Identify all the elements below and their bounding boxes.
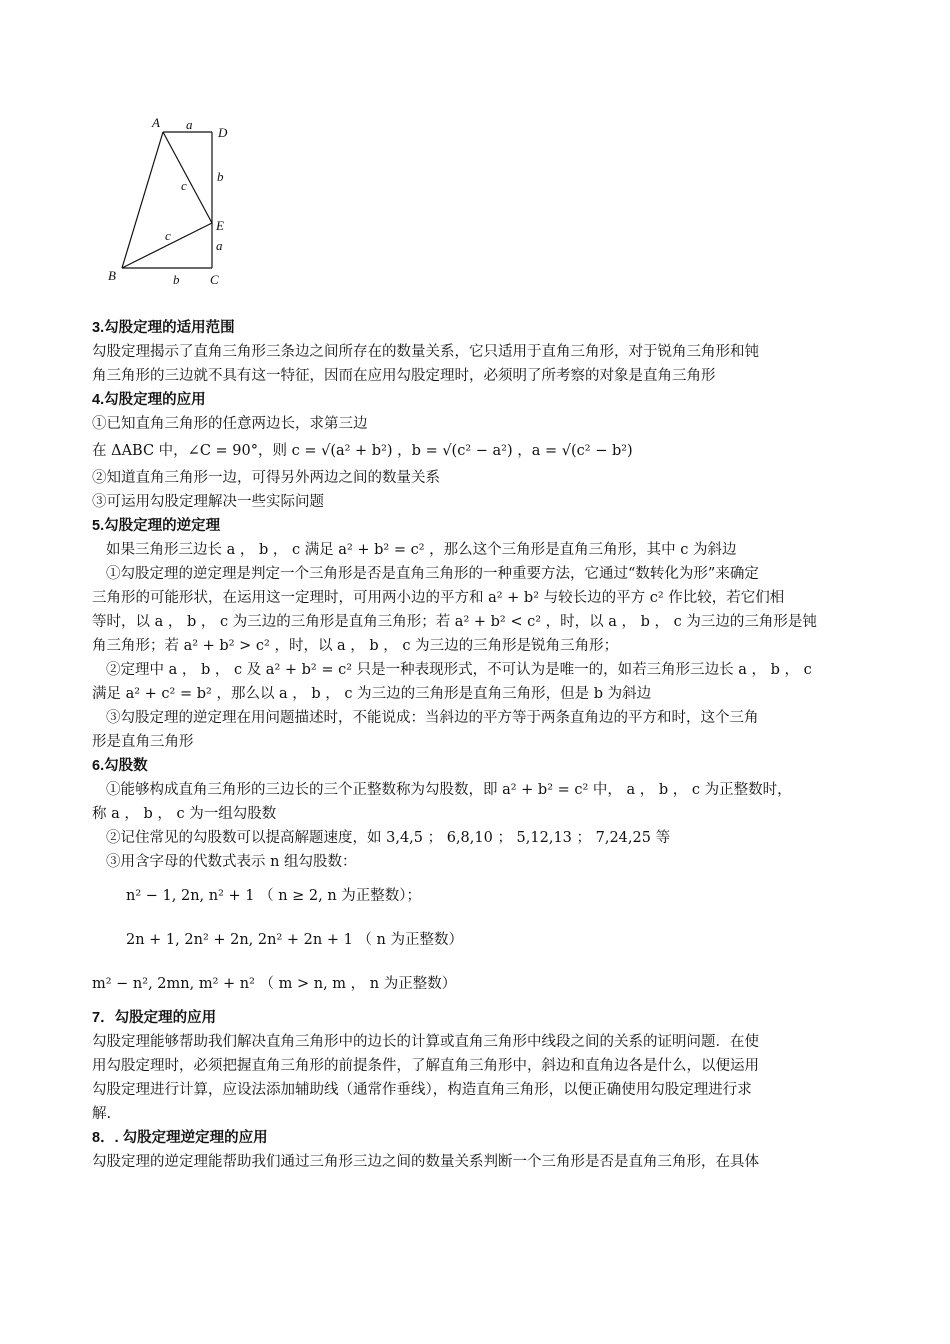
trapezoid-figure: [100, 110, 240, 295]
text-line: 勾股定理揭示了直角三角形三条边之间所存在的数量关系，它只适用于直角三角形，对于锐角三角形和钝: [92, 344, 759, 360]
text-line: 如果三角形三边长 a ， b ， c 满足 a² + b² = c² ，那么这个三角形是直角三角形，其中 c 为斜边: [106, 542, 737, 558]
label-D: D: [218, 125, 228, 140]
label-b-right: b: [217, 169, 224, 184]
label-c-low: c: [165, 228, 171, 243]
text-line: 解.: [92, 1106, 112, 1122]
section-heading: 4.勾股定理的应用: [92, 392, 206, 408]
section-heading: 8．. 勾股定理逆定理的应用: [92, 1130, 268, 1146]
text-line: ②记住常见的勾股数可以提高解题速度，如 3,4,5 ； 6,8,10 ； 5,12,13 ； 7,24,25 等: [106, 830, 671, 846]
text-line: 三角形的可能形状，在运用这一定理时，可用两小边的平方和 a² + b² 与较长边的平方 c² 作比较，若它们相: [92, 590, 785, 606]
label-A: A: [152, 115, 160, 130]
label-a-right: a: [216, 238, 223, 253]
text-line: ①勾股定理的逆定理是判定一个三角形是否是直角三角形的一种重要方法，它通过“数转化为形”来确定: [106, 566, 759, 582]
text-line: ①能够构成直角三角形的三边长的三个正整数称为勾股数，即 a² + b² = c² 中， a ， b ， c 为正整数时，: [106, 782, 792, 798]
text-line: 角三角形的三边就不具有这一特征，因而在应用勾股定理时，必须明了所考察的对象是直角三角形: [92, 368, 716, 384]
formula-line: 2n + 1, 2n² + 2n, 2n² + 2n + 1 （ n 为正整数）: [126, 932, 463, 948]
label-a-top: a: [186, 117, 193, 132]
text-line: ①已知直角三角形的任意两边长，求第三边: [92, 416, 368, 432]
label-c-mid: c: [181, 178, 187, 193]
label-C: C: [210, 272, 219, 287]
text-line: ③勾股定理的逆定理在用问题描述时，不能说成：当斜边的平方等于两条直角边的平方和时，这个三角: [106, 710, 759, 726]
text-line: 角三角形；若 a² + b² > c² ，时，以 a ， b ， c 为三边的三角形是锐角三角形；: [92, 638, 619, 654]
section-heading: 6.勾股数: [92, 758, 148, 774]
label-B: B: [108, 268, 116, 283]
segment-ae: [163, 132, 212, 223]
text-line: 勾股定理进行计算，应设法添加辅助线（通常作垂线），构造直角三角形，以便正确使用勾股定理进行求: [92, 1082, 752, 1098]
segment-ab: [122, 132, 163, 268]
text-line: ③可运用勾股定理解决一些实际问题: [92, 494, 324, 510]
formula-line: m² − n², 2mn, m² + n² （ m > n, m ， n 为正整数）: [92, 976, 457, 992]
text-line: 称 a ， b ， c 为一组勾股数: [92, 806, 277, 822]
label-b-bottom: b: [173, 272, 180, 287]
text-line: 等时，以 a ， b ， c 为三边的三角形是直角三角形；若 a² + b² < c² ，时，以 a ， b ， c 为三边的三角形是钝: [92, 614, 817, 630]
text-line: 用勾股定理时，必须把握直角三角形的前提条件，了解直角三角形中，斜边和直角边各是什么，以便运用: [92, 1058, 759, 1074]
formula-line: n² − 1, 2n, n² + 1 （ n ≥ 2, n 为正整数）；: [126, 888, 422, 904]
text-line: 满足 a² + c² = b² ，那么以 a ， b ， c 为三边的三角形是直角三角形，但是 b 为斜边: [92, 686, 652, 702]
section-heading: 7．勾股定理的应用: [92, 1010, 217, 1026]
text-line: ②知道直角三角形一边，可得另外两边之间的数量关系: [92, 470, 440, 486]
section-heading: 5.勾股定理的逆定理: [92, 518, 221, 534]
text-line: 勾股定理的逆定理能帮助我们通过三角形三边之间的数量关系判断一个三角形是否是直角三角形，在具体: [92, 1154, 759, 1170]
text-line: 在 ΔABC 中，∠C = 90°，则 c = √(a² + b²) ，b = √(c² − a²) ，a = √(c² − b²): [92, 443, 633, 459]
label-E: E: [216, 218, 224, 233]
text-body: [92, 316, 872, 1174]
text-line: ③用含字母的代数式表示 n 组勾股数：: [106, 854, 357, 870]
text-line: ②定理中 a ， b ， c 及 a² + b² = c² 只是一种表现形式，不可认为是唯一的，如若三角形三边长 a ， b ， c: [106, 662, 812, 678]
text-line: 勾股定理能够帮助我们解决直角三角形中的边长的计算或直角三角形中线段之间的关系的证明问题．在使: [92, 1034, 759, 1050]
text-line: 形是直角三角形: [92, 734, 194, 750]
section-heading: 3.勾股定理的适用范围: [92, 320, 235, 336]
